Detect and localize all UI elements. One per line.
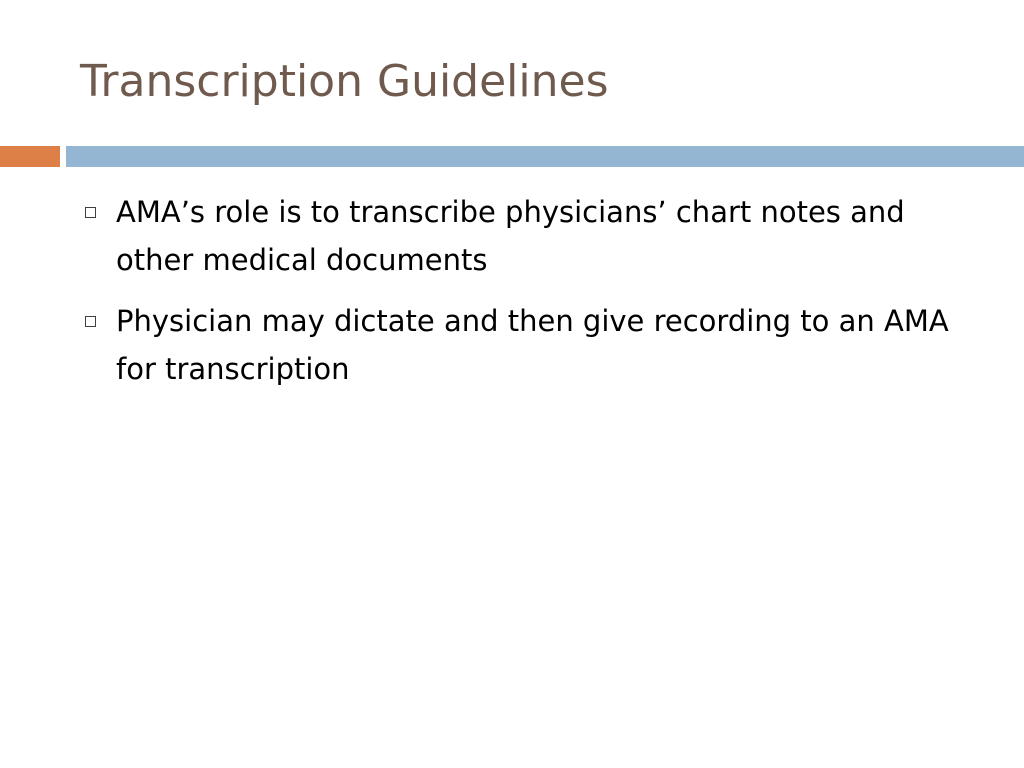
title-accent-bar [0,146,60,167]
title-divider-bar [66,146,1024,167]
hollow-square-bullet-icon [85,207,96,218]
bullet-item [80,188,980,284]
bullet-text: Physician may dictate and then give recording to an AMA for transcription [116,304,949,386]
bullet-item [80,297,980,393]
slide-title: Transcription Guidelines [80,56,609,107]
bullet-text: AMA’s role is to transcribe physicians’ chart notes and other medical documents [116,195,905,277]
bullet-list [80,188,980,406]
hollow-square-bullet-icon [85,316,96,327]
